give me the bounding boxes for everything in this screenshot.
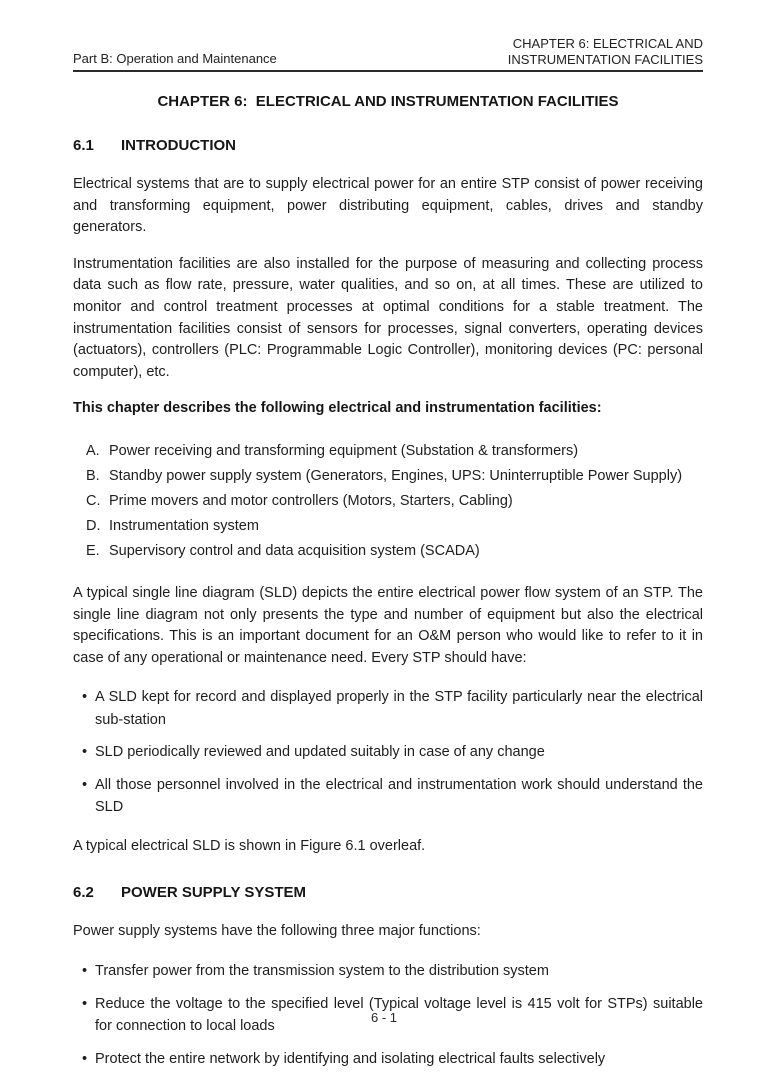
list-item xyxy=(82,774,703,819)
list-item-label: C. xyxy=(86,492,101,509)
list-item-text: Protect the entire network by identifying and isolating electrical faults selectively xyxy=(95,1050,606,1067)
paragraph-single-line-diagram: A typical single line diagram (SLD) depicts the entire electrical power flow system of an STP. The single line diagram not only presents the type and number of equipment but also the electrical specifications. This is an important document for an O&M person who would like to refer to it in case of any operational or maintenance need. Every STP should have: xyxy=(73,584,703,666)
paragraph-instrumentation-facilities: Instrumentation facilities are also installed for the purpose of measuring and collecting process data such as flow rate, pressure, water qualities, and so on, at all times. These are utilized to monitor and control treatment processes at optimal conditions for a stable treatment. The instrumentation facilities consist of sensors for processes, signal converters, operating devices (actuators), controllers (PLC: Programmable Logic Controller), monitoring devices (PC: personal computer), etc. xyxy=(73,255,703,380)
section-heading-6-1 xyxy=(73,137,703,154)
list-item xyxy=(86,489,703,514)
list-item-label: D. xyxy=(86,517,101,534)
list-item xyxy=(82,1048,703,1071)
bullet-marker: • xyxy=(82,963,88,979)
section-heading-6-2 xyxy=(73,884,703,901)
header-chapter-line2: INSTRUMENTATION FACILITIES xyxy=(507,51,703,67)
header-chapter-label xyxy=(508,36,703,67)
running-header xyxy=(73,0,703,72)
list-item xyxy=(86,464,703,489)
paragraph-power-supply-functions: Power supply systems have the following three major functions: xyxy=(73,923,481,940)
header-chapter-line1: CHAPTER 6: ELECTRICAL AND xyxy=(512,36,703,51)
bullet-marker: • xyxy=(82,1050,88,1067)
list-item-label: E. xyxy=(86,542,100,559)
page-number: 6 - 1 xyxy=(370,1010,397,1025)
list-item-text: Prime movers and motor controllers (Motors, Starters, Cabling) xyxy=(109,492,513,509)
sld-bullet-list xyxy=(73,686,703,819)
list-item xyxy=(86,439,703,464)
bullet-marker: • xyxy=(82,689,88,706)
header-part-label: Part B: Operation and Maintenance xyxy=(73,51,277,66)
list-item xyxy=(86,539,703,564)
list-item-text: A SLD kept for record and displayed properly in the STP facility particularly near the electrical sub-station xyxy=(95,689,703,728)
bullet-marker: • xyxy=(82,995,88,1012)
list-item xyxy=(82,741,703,764)
section-number: 6.2 xyxy=(73,884,94,902)
list-item-label: B. xyxy=(86,467,100,484)
paragraph-electrical-systems: Electrical systems that are to supply electrical power for an entire STP consist of power receiving and transforming equipment, power distributing equipment, cables, drives and standby generators. xyxy=(73,176,703,236)
list-item-text: Transfer power from the transmission system to the distribution system xyxy=(95,963,549,979)
bullet-marker: • xyxy=(82,744,88,761)
list-item-text: Power receiving and transforming equipment (Substation & transformers) xyxy=(109,442,579,459)
list-item xyxy=(82,960,703,983)
section-title: INTRODUCTION xyxy=(121,137,236,154)
list-item-text: All those personnel involved in the electrical and instrumentation work should understand the SLD xyxy=(95,776,703,816)
section-number: 6.1 xyxy=(73,137,94,154)
list-item-text: Instrumentation system xyxy=(109,517,259,534)
list-item-text: SLD periodically reviewed and updated suitably in case of any change xyxy=(95,744,545,761)
list-item-text: Supervisory control and data acquisition system (SCADA) xyxy=(109,542,480,559)
bullet-marker: • xyxy=(82,776,88,793)
list-item-label: A. xyxy=(86,442,100,459)
section-title: POWER SUPPLY SYSTEM xyxy=(121,884,307,902)
list-item xyxy=(86,514,703,539)
list-item-text: Reduce the voltage to the specified level (Typical voltage level is 415 volt for STPs) suitable for connection to local loads xyxy=(95,995,703,1034)
chapter-title: CHAPTER 6: ELECTRICAL AND INSTRUMENTATION FACILITIES xyxy=(157,93,619,110)
paragraph-typical-sld: A typical electrical SLD is shown in Figure 6.1 overleaf. xyxy=(73,837,426,854)
list-item-text: Standby power supply system (Generators, Engines, UPS: Uninterruptible Power Supply) xyxy=(109,467,683,484)
facilities-lettered-list xyxy=(73,439,703,564)
paragraph-chapter-describes: This chapter describes the following electrical and instrumentation facilities: xyxy=(73,400,602,417)
list-item xyxy=(82,686,703,731)
